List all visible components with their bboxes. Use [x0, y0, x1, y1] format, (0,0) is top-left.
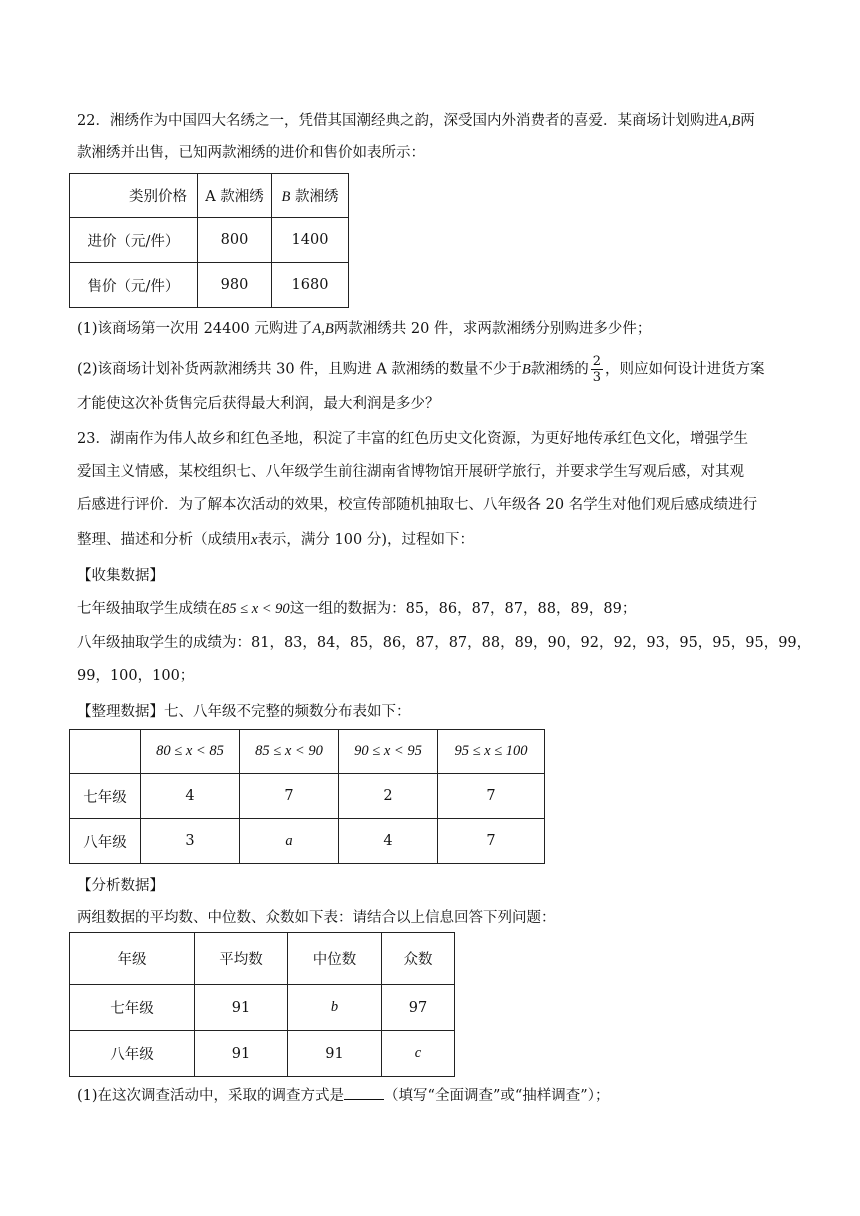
stats-cell: 91 [195, 1031, 288, 1077]
stats-header-median: 中位数 [288, 933, 382, 985]
q23-line-3: 后感进行评价．为了解本次活动的效果，校宣传部随机抽取七、八年级各 20 名学生对他们观后感成绩进行 [77, 497, 758, 513]
table-header-category: 类别价格 [70, 174, 198, 218]
freq-header-80-85: 80 ≤ x < 85 [141, 730, 240, 774]
freq-header-95-100: 95 ≤ x ≤ 100 [438, 730, 545, 774]
analyze-data-text: 两组数据的平均数、中位数、众数如下表：请结合以上信息回答下列问题： [77, 910, 556, 926]
stats-header-grade: 年级 [70, 933, 195, 985]
freq-row-label-grade8: 八年级 [70, 819, 141, 864]
stats-cell-unknown-b: b [288, 985, 382, 1031]
cost-a: 800 [198, 218, 272, 263]
collect-data-heading: 【收集数据】 [77, 568, 164, 584]
analyze-data-heading: 【分析数据】 [77, 878, 164, 894]
q22-price-table [69, 173, 349, 308]
freq-cell: 4 [339, 819, 438, 864]
q23-part-1: (1)在这次调查活动中，采取的调查方式是 （填写“全面调查”或“抽样调查”）； [77, 1085, 790, 1107]
freq-header-85-90: 85 ≤ x < 90 [240, 730, 339, 774]
freq-cell: 4 [141, 774, 240, 819]
organize-data-line: 【整理数据】七、八年级不完整的频数分布表如下： [77, 704, 411, 720]
price-b: 1680 [272, 263, 349, 308]
stats-cell: 91 [195, 985, 288, 1031]
fraction-two-thirds: $\frac{2}{3}$ [592, 354, 602, 385]
freq-cell-unknown-a: a [240, 819, 339, 864]
grade8-data-line-2: 99，100，100； [77, 668, 195, 684]
freq-cell: 7 [240, 774, 339, 819]
stats-row-label-grade7: 七年级 [70, 985, 195, 1031]
organize-data-heading: 【整理数据】 [77, 704, 164, 720]
q23-line-4: 整理、描述和分析（成绩用x表示，满分 100 分)，过程如下： [77, 532, 474, 548]
freq-cell: 7 [438, 774, 545, 819]
stats-row-label-grade8: 八年级 [70, 1031, 195, 1077]
table-header-b: B 款湘绣 [272, 174, 349, 218]
row-label-price: 售价（元/件） [70, 263, 198, 308]
freq-header-90-95: 90 ≤ x < 95 [339, 730, 438, 774]
row-label-cost: 进价（元/件） [70, 218, 198, 263]
q22-line-1: 22．湘绣作为中国四大名绣之一，凭借其国潮经典之韵，深受国内外消费者的喜爱．某商场计划购进A,B两 [77, 113, 755, 129]
q22-part-2: (2)该商场计划补货两款湘绣共 30 件，且购进 A 款湘绣的数量不少于B款湘绣的 $\frac{2}{3}$ ，则应如何设计进货方案 [77, 354, 765, 385]
grade8-data-line-1: 八年级抽取学生的成绩为：81，83，84，85，86，87，87，88，89，90，92，92，93，95，95，95，99， [77, 635, 812, 651]
stats-cell: 91 [288, 1031, 382, 1077]
q22-part-1: (1)该商场第一次用 24400 元购进了A,B两款湘绣共 20 件，求两款湘绣分别购进多少件； [77, 321, 652, 337]
stats-cell: 97 [382, 985, 455, 1031]
statistics-table [69, 932, 455, 1077]
freq-row-label-grade7: 七年级 [70, 774, 141, 819]
q22-part-2-line-2: 才能使这次补货售完后获得最大利润，最大利润是多少？ [77, 396, 440, 412]
q22-line-2: 款湘绣并出售，已知两款湘绣的进价和售价如表所示： [77, 145, 425, 161]
freq-cell: 2 [339, 774, 438, 819]
freq-cell: 3 [141, 819, 240, 864]
cost-b: 1400 [272, 218, 349, 263]
q23-line-1: 23．湖南作为伟人故乡和红色圣地，积淀了丰富的红色历史文化资源，为更好地传承红色文化，增强学生 [77, 431, 748, 447]
grade7-data: 七年级抽取学生成绩在85 ≤ x < 90这一组的数据为：85，86，87，87，88，89，89； [77, 601, 637, 617]
stats-cell-unknown-c: c [382, 1031, 455, 1077]
stats-header-mode: 众数 [382, 933, 455, 985]
table-header-a: A 款湘绣 [198, 174, 272, 218]
answer-blank[interactable] [344, 1085, 384, 1100]
freq-cell: 7 [438, 819, 545, 864]
stats-header-mean: 平均数 [195, 933, 288, 985]
freq-header-empty [70, 730, 141, 774]
frequency-table [69, 729, 545, 864]
q23-line-2: 爱国主义情感，某校组织七、八年级学生前往湖南省博物馆开展研学旅行，并要求学生写观后感，对其观 [77, 464, 744, 480]
price-a: 980 [198, 263, 272, 308]
